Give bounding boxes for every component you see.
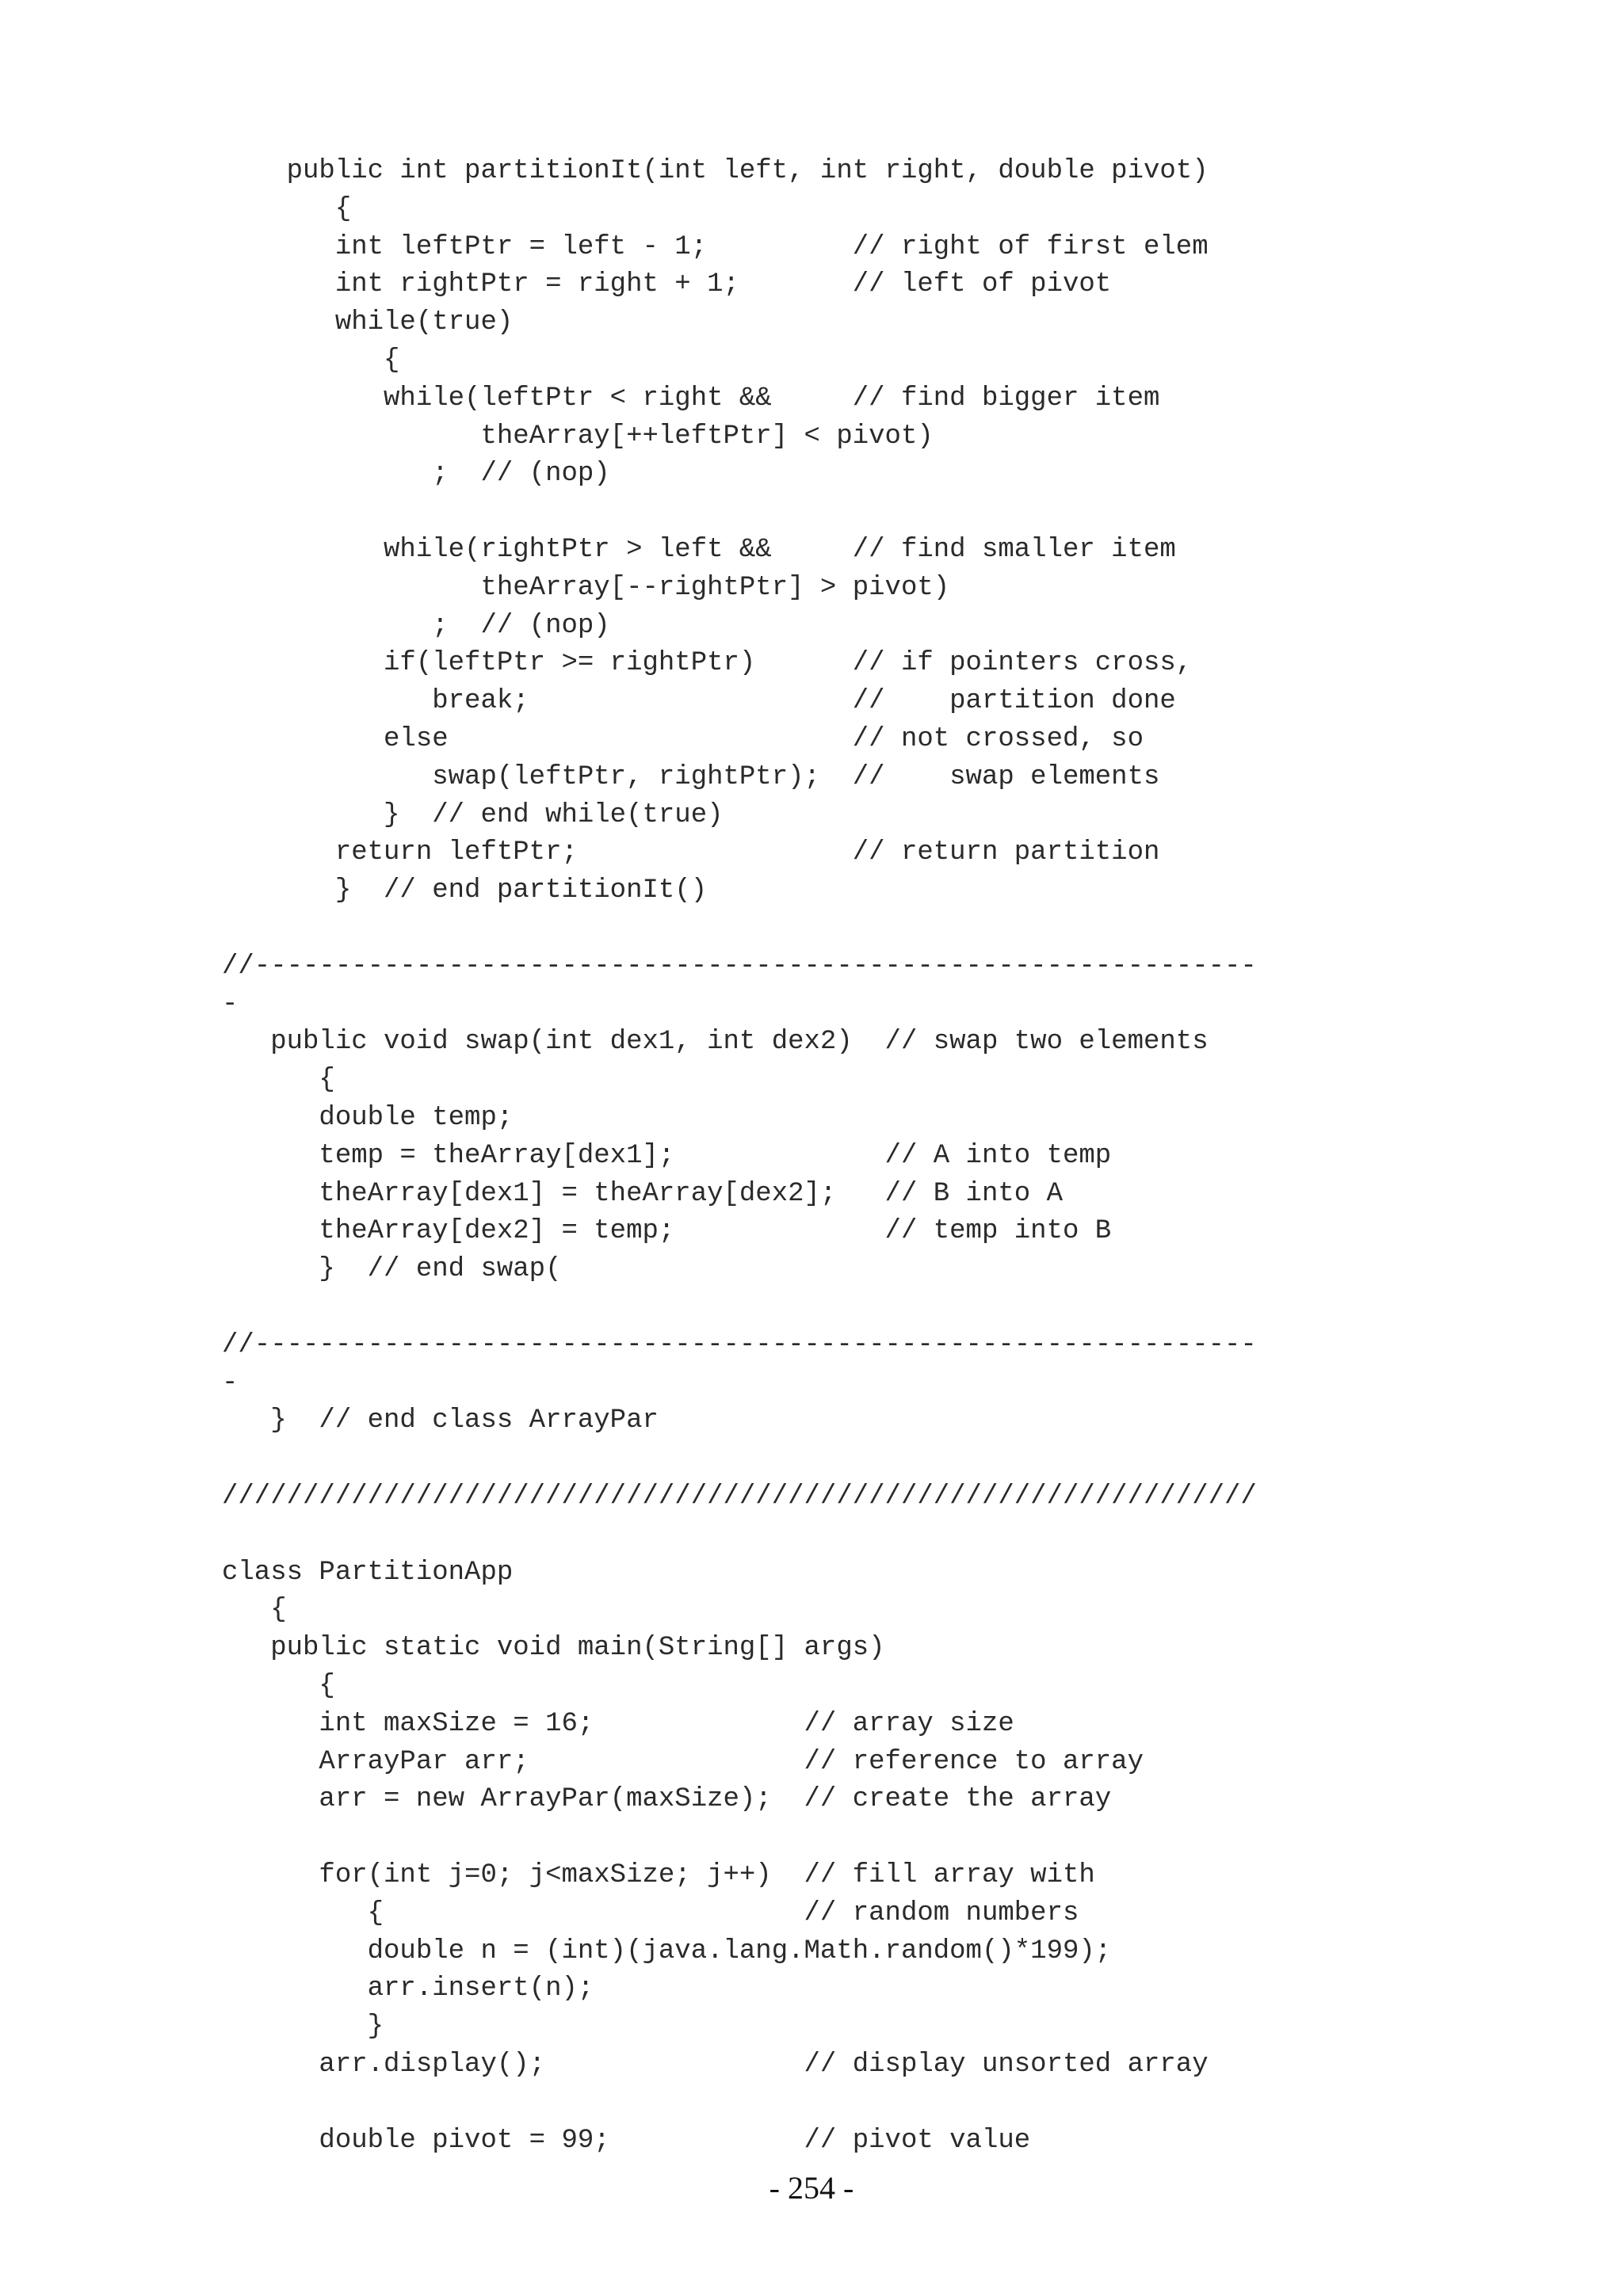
code-line: { bbox=[222, 1595, 287, 1626]
code-line: { bbox=[222, 193, 352, 224]
code-line: else // not crossed, so bbox=[222, 724, 1144, 754]
code-line: while(leftPtr < right && // find bigger item bbox=[222, 383, 1160, 414]
code-line: double pivot = 99; // pivot value bbox=[222, 2125, 1031, 2156]
code-line: public static void main(String[] args) bbox=[222, 1633, 885, 1664]
code-line: theArray[--rightPtr] > pivot) bbox=[222, 572, 950, 603]
code-line: while(rightPtr > left && // find smaller item bbox=[222, 535, 1176, 565]
code-line: int leftPtr = left - 1; // right of first elem bbox=[222, 231, 1209, 262]
code-line: while(true) bbox=[222, 307, 514, 338]
code-line: { bbox=[222, 345, 400, 376]
code-line: theArray[dex2] = temp; // temp into B bbox=[222, 1216, 1112, 1247]
code-line: double n = (int)(java.lang.Math.random()*199); bbox=[222, 1936, 1112, 1966]
code-line: } // end partitionIt() bbox=[222, 875, 708, 906]
code-line: int maxSize = 16; // array size bbox=[222, 1708, 1014, 1739]
code-line: arr.insert(n); bbox=[222, 1974, 594, 2004]
code-line: { bbox=[222, 1065, 335, 1096]
code-line: public int partitionIt(int left, int right, double pivot) bbox=[222, 156, 1209, 186]
code-line: { bbox=[222, 1671, 335, 1701]
code-line: return leftPtr; // return partition bbox=[222, 837, 1160, 868]
code-line: { // random numbers bbox=[222, 1897, 1079, 1928]
code-line: theArray[++leftPtr] < pivot) bbox=[222, 421, 934, 452]
code-line: } // end class ArrayPar bbox=[222, 1405, 659, 1436]
code-line: //-------------------------------------------------------------- bbox=[222, 951, 1257, 982]
code-line: ; // (nop) bbox=[222, 459, 610, 490]
code-line: arr.display(); // display unsorted array bbox=[222, 2050, 1209, 2080]
page-number: - 254 - bbox=[769, 2170, 854, 2206]
code-line: double temp; bbox=[222, 1103, 514, 1133]
code-line: //-------------------------------------------------------------- bbox=[222, 1329, 1257, 1360]
code-line: swap(leftPtr, rightPtr); // swap elements bbox=[222, 761, 1160, 792]
code-line: //////////////////////////////////////////////////////////////// bbox=[222, 1482, 1257, 1512]
code-line: ArrayPar arr; // reference to array bbox=[222, 1746, 1144, 1777]
code-line: temp = theArray[dex1]; // A into temp bbox=[222, 1140, 1112, 1171]
code-line: arr = new ArrayPar(maxSize); // create the array bbox=[222, 1784, 1112, 1815]
code-line: - bbox=[222, 989, 239, 1020]
code-line: theArray[dex1] = theArray[dex2]; // B into A bbox=[222, 1178, 1063, 1209]
code-line: for(int j=0; j<maxSize; j++) // fill array with bbox=[222, 1860, 1095, 1890]
code-line: - bbox=[222, 1367, 239, 1398]
code-line: } // end while(true) bbox=[222, 799, 724, 830]
code-line: break; // partition done bbox=[222, 686, 1176, 717]
code-line: ; // (nop) bbox=[222, 610, 610, 641]
code-line: if(leftPtr >= rightPtr) // if pointers cross, bbox=[222, 648, 1193, 679]
code-line: } bbox=[222, 2012, 384, 2042]
code-line: public void swap(int dex1, int dex2) // swap two elements bbox=[222, 1027, 1209, 1058]
code-line: } // end swap( bbox=[222, 1254, 562, 1285]
code-line: class PartitionApp bbox=[222, 1557, 514, 1588]
code-line: int rightPtr = right + 1; // left of pivot bbox=[222, 269, 1112, 300]
